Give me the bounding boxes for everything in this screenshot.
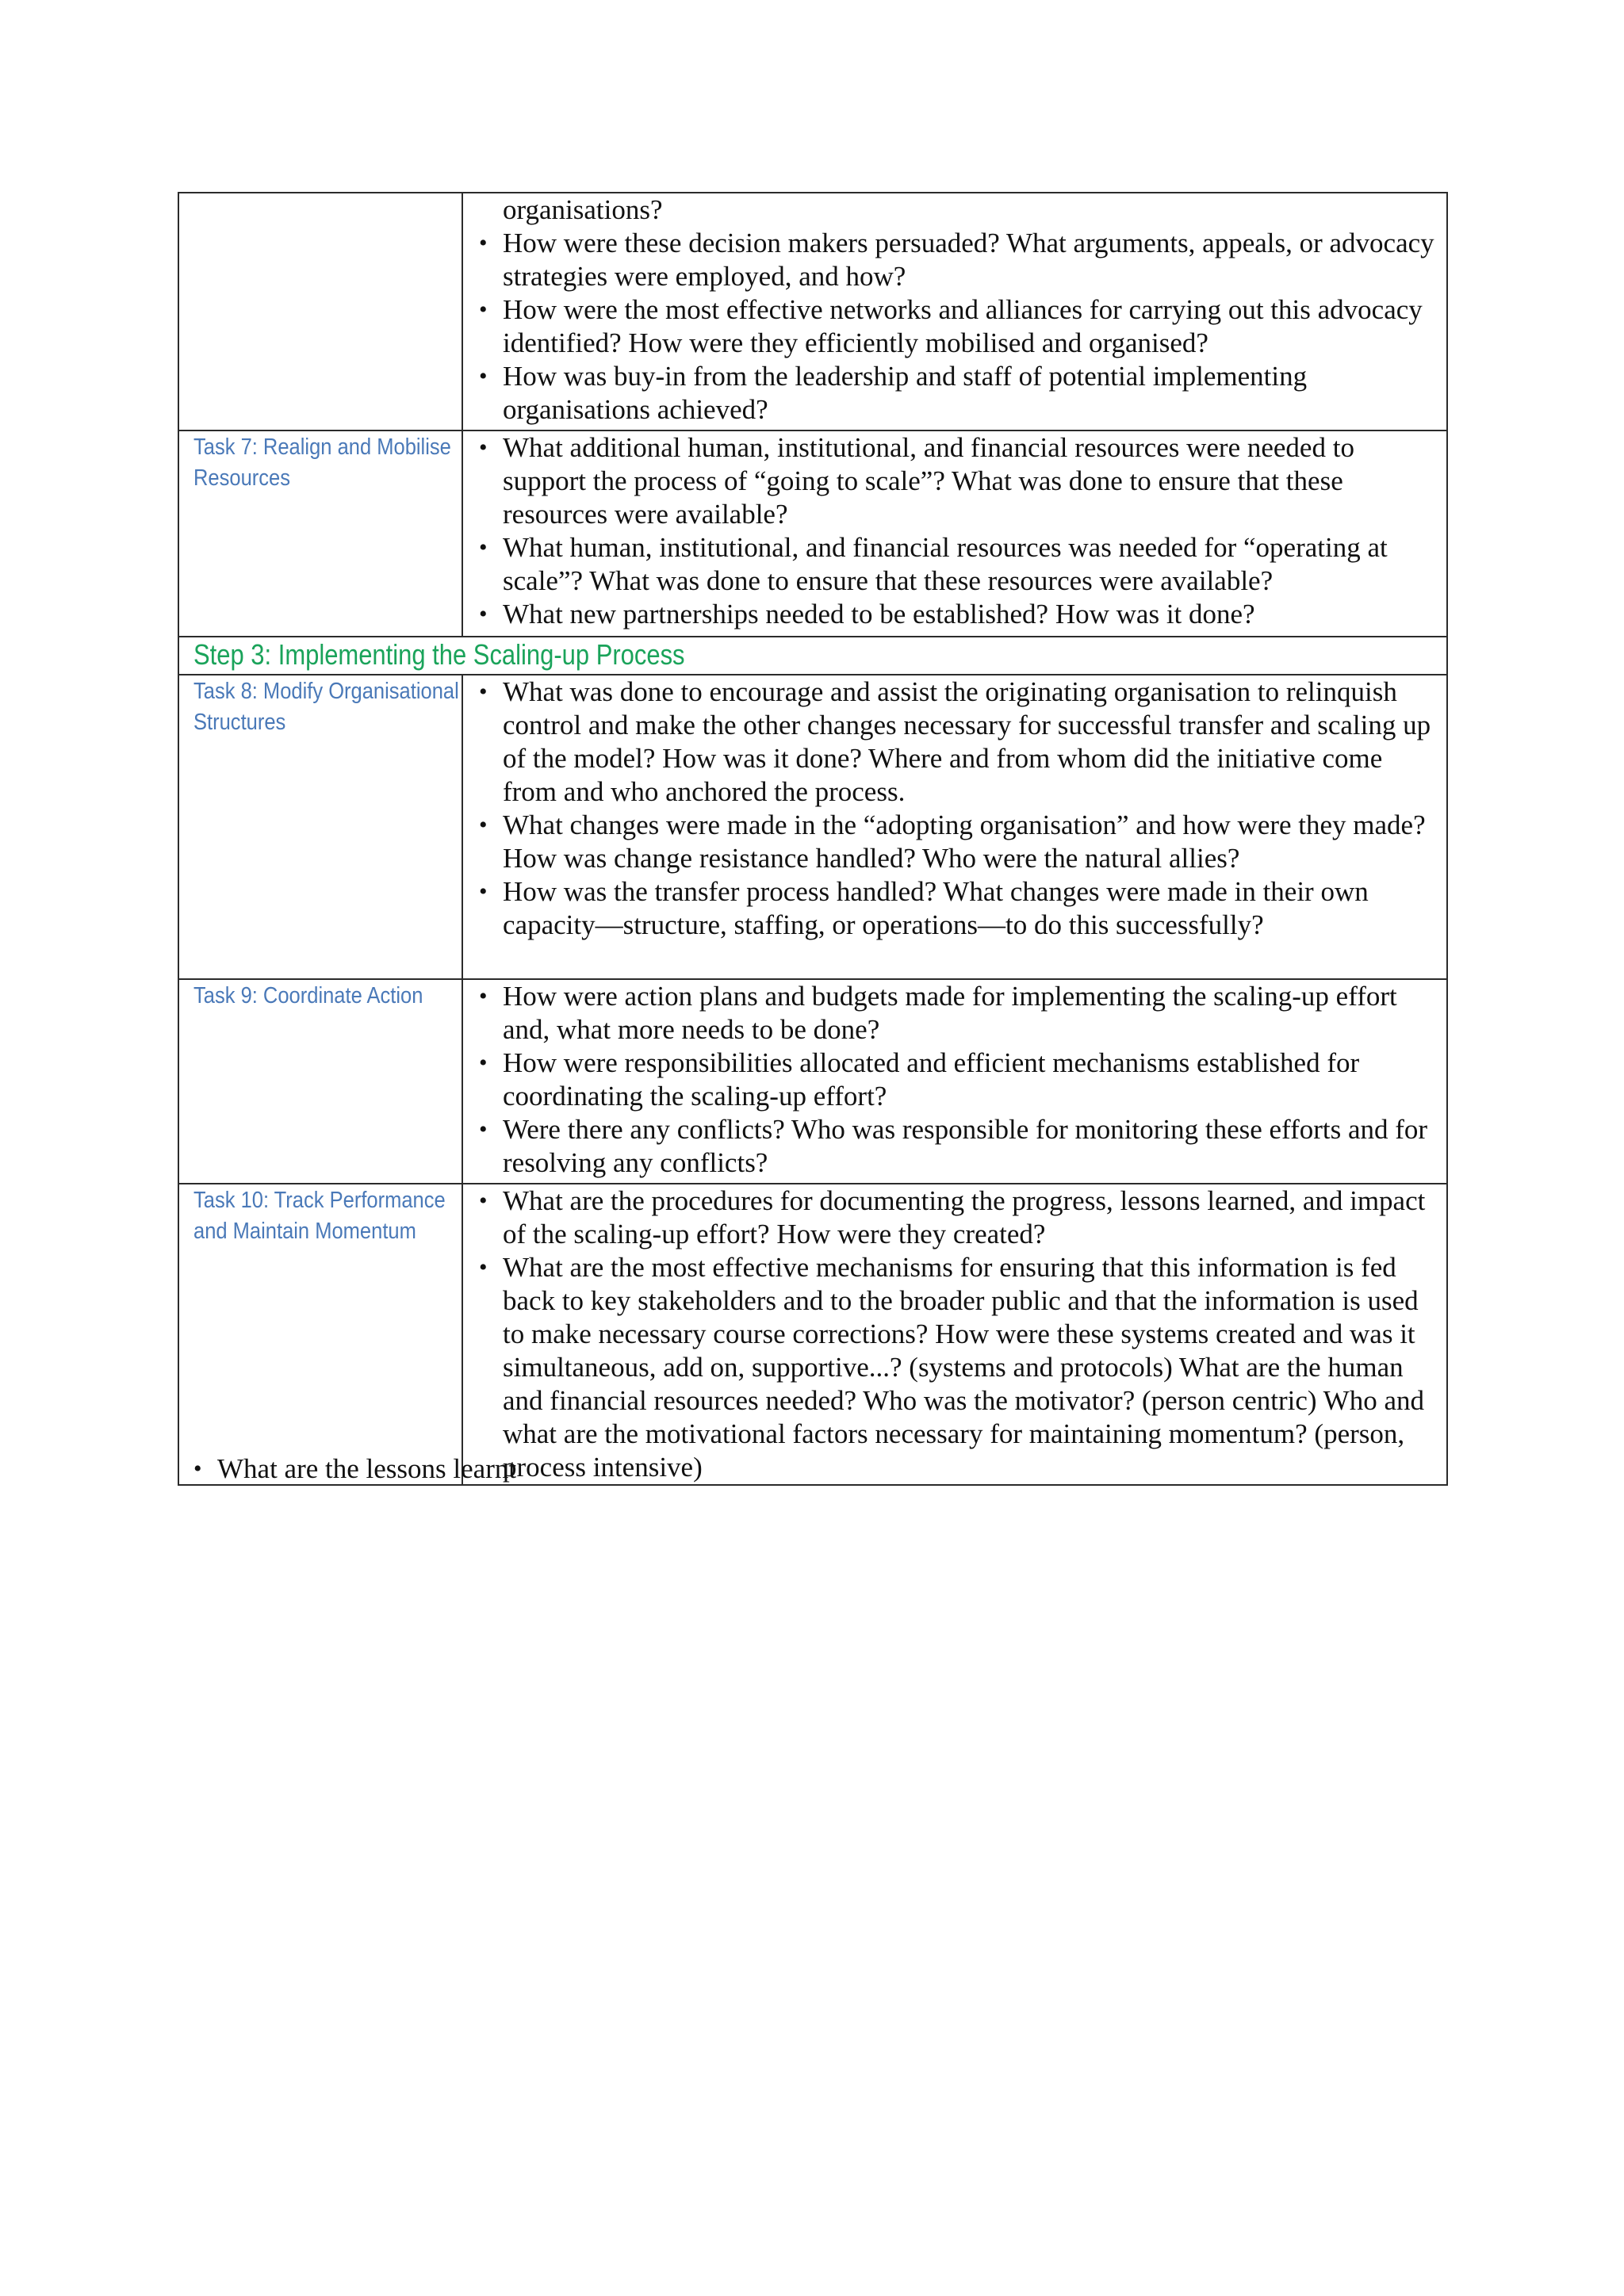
table-row [178, 193, 1447, 430]
question-list [479, 980, 1438, 1180]
scaling-up-table [178, 192, 1448, 1486]
list-item: • How was the transfer process handled? What changes were made in their own capacity—structure, staffing, or operations—to do this successfully? [479, 876, 1369, 940]
trailing-bullet-item [193, 1452, 516, 1486]
list-item: • What are the procedures for documenting the progress, lessons learned, and impact of the scaling-up effort? How were they created? [479, 1185, 1426, 1249]
continuation-text: organisations? [503, 194, 663, 225]
bullet-icon: • [479, 1188, 488, 1214]
bullet-icon: • [193, 1456, 202, 1482]
list-item: • What are the most effective mechanisms for ensuring that this information is fed back to key stakeholders and to the broader public and that the information is used to make necessary course corrections? How were these systems created and was it simultaneous, add on, supportive...? (systems and protocols) What are the human and financial resources needed? Who was the motivator? (person centric) Who and what are the motivational factors necessary for maintaining momentum? (person, process intensive) [479, 1252, 1424, 1483]
step-3-heading: Step 3: Implementing the Scaling-up Process [193, 638, 685, 671]
task-7-label: Task 7: Realign and Mobilise Resources [193, 434, 451, 491]
table-row [178, 979, 1447, 1184]
list-item: • How were the most effective networks and alliances for carrying out this advocacy identified? How were they efficiently mobilised and organised? [479, 294, 1423, 358]
question-cell [462, 430, 1447, 637]
bullet-icon: • [479, 1050, 488, 1076]
task-cell [178, 979, 462, 1184]
bullet-icon: • [479, 1254, 488, 1280]
bullet-icon: • [479, 601, 488, 627]
list-item: • What human, institutional, and financial resources was needed for “operating at scale”? What was done to ensure that these resources were available? [479, 532, 1388, 596]
list-item: • How were responsibilities allocated and efficient mechanisms established for coordinating the scaling-up effort? [479, 1047, 1360, 1112]
task-9-label: Task 9: Coordinate Action [193, 983, 423, 1008]
question-cell [462, 193, 1447, 430]
bullet-icon: • [479, 1116, 488, 1142]
trailing-bullet-text: What are the lessons learnt [217, 1453, 517, 1484]
task-cell [178, 675, 462, 979]
list-item: • What was done to encourage and assist the originating organisation to relinquish control and make the other changes necessary for successful transfer and scaling up of the model? How was it done? Where and from whom did the initiative come from and who anchored the process. [479, 676, 1431, 807]
bullet-icon: • [479, 434, 488, 461]
question-cell [462, 675, 1447, 979]
question-list [479, 675, 1438, 942]
bullet-icon: • [479, 363, 488, 389]
bullet-icon: • [479, 679, 488, 705]
list-item: • What additional human, institutional, and financial resources were needed to support the process of “going to scale”? What was done to ensure that these resources were available? [479, 432, 1354, 530]
question-cell [462, 1184, 1447, 1485]
task-cell-empty [178, 193, 462, 430]
question-list [479, 431, 1438, 631]
bullet-icon: • [479, 297, 488, 323]
step-cell [178, 637, 1447, 675]
task-cell [178, 430, 462, 637]
bullet-icon: • [479, 534, 488, 561]
table-row [178, 637, 1447, 675]
task-8-label: Task 8: Modify Organisational Structures [193, 679, 459, 735]
list-item: • How were action plans and budgets made for implementing the scaling-up effort and, what more needs to be done? [479, 981, 1397, 1045]
task-cell [178, 1184, 462, 1485]
bullet-icon: • [479, 230, 488, 256]
list-item: • What new partnerships needed to be established? How was it done? [479, 599, 1255, 629]
question-cell [462, 979, 1447, 1184]
list-item: • How were these decision makers persuaded? What arguments, appeals, or advocacy strategies were employed, and how? [479, 228, 1434, 292]
list-item: • How was buy-in from the leadership and staff of potential implementing organisations achieved? [479, 361, 1308, 425]
question-list [479, 1184, 1438, 1484]
question-list [479, 227, 1438, 427]
list-item: • What changes were made in the “adopting organisation” and how were they made? How was change resistance handled? Who were the natural allies? [479, 809, 1426, 874]
task-10-label: Task 10: Track Performance and Maintain Momentum [193, 1188, 446, 1244]
bullet-icon: • [479, 983, 488, 1009]
bullet-icon: • [479, 878, 488, 905]
table-row [178, 1184, 1447, 1485]
table-row [178, 675, 1447, 979]
table-row [178, 430, 1447, 637]
bullet-icon: • [479, 812, 488, 838]
list-item: • Were there any conflicts? Who was responsible for monitoring these efforts and for resolving any conflicts? [479, 1114, 1428, 1178]
